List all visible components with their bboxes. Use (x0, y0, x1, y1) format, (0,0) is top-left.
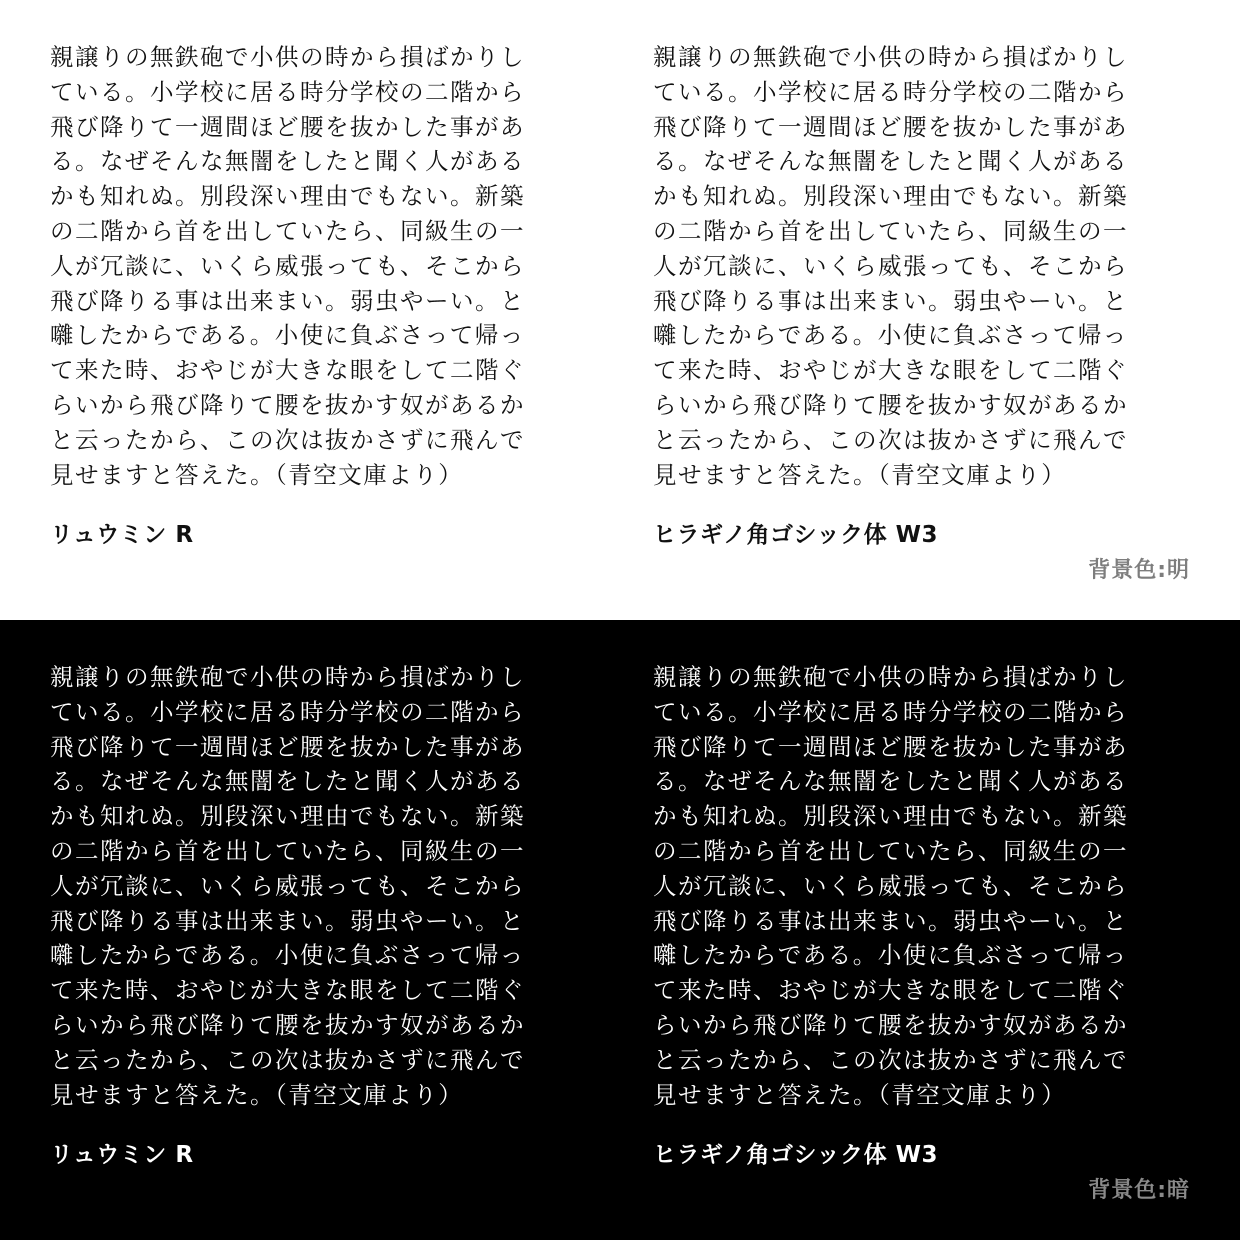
sample-line: ている。小学校に居る時分学校の二階から (653, 697, 1128, 726)
gothic-sample-column (653, 660, 1193, 1168)
sample-line: て来た時、おやじが大きな眼をして二階ぐ (50, 976, 525, 1005)
sample-line: 飛び降りて一週間ほど腰を抜かした事があ (653, 732, 1128, 761)
sample-line: らいから飛び降りて腰を抜かす奴があるか (50, 390, 525, 419)
sample-line: 飛び降りる事は出来まい。弱虫やーい。と (653, 906, 1128, 935)
mincho-font-label: リュウミン R (50, 522, 194, 548)
sample-line: る。なぜそんな無闇をしたと聞く人がある (653, 767, 1128, 796)
sample-line: 見せますと答えた。（青空文庫より） (50, 1080, 464, 1109)
sample-line: 飛び降りる事は出来まい。弱虫やーい。と (50, 906, 525, 935)
sample-line: と云ったから、この次は抜かさずに飛んで (50, 425, 525, 454)
sample-line: る。なぜそんな無闇をしたと聞く人がある (653, 147, 1128, 176)
sample-line: て来た時、おやじが大きな眼をして二階ぐ (653, 976, 1128, 1005)
sample-line: らいから飛び降りて腰を抜かす奴があるか (50, 1010, 525, 1039)
sample-line: 人が冗談に、いくら威張っても、そこから (653, 871, 1128, 900)
gothic-sample-column (653, 40, 1193, 548)
sample-line: と云ったから、この次は抜かさずに飛んで (50, 1045, 525, 1074)
sample-line: ている。小学校に居る時分学校の二階から (50, 697, 525, 726)
sample-line: 見せますと答えた。（青空文庫より） (653, 460, 1067, 489)
mincho-sample-text (50, 660, 590, 1112)
sample-line: かも知れぬ。別段深い理由でもない。新築 (653, 182, 1128, 211)
sample-line: 飛び降りる事は出来まい。弱虫やーい。と (653, 286, 1128, 315)
gothic-font-label: ヒラギノ角ゴシック体 W3 (653, 1142, 938, 1168)
sample-line: かも知れぬ。別段深い理由でもない。新築 (50, 182, 525, 211)
mincho-sample-column (50, 40, 590, 548)
gothic-sample-text (653, 660, 1193, 1112)
mincho-sample-column (50, 660, 590, 1168)
sample-line: 飛び降りて一週間ほど腰を抜かした事があ (50, 112, 525, 141)
sample-line: 親譲りの無鉄砲で小供の時から損ばかりし (653, 43, 1128, 71)
sample-line: 見せますと答えた。（青空文庫より） (653, 1080, 1067, 1109)
sample-line: 飛び降りる事は出来まい。弱虫やーい。と (50, 286, 525, 315)
sample-line: る。なぜそんな無闇をしたと聞く人がある (50, 147, 525, 176)
sample-line: 飛び降りて一週間ほど腰を抜かした事があ (50, 732, 525, 761)
mincho-sample-text (50, 40, 590, 492)
background-label-dark: 背景色:暗 (1088, 1178, 1190, 1203)
sample-line: て来た時、おやじが大きな眼をして二階ぐ (653, 356, 1128, 385)
sample-line: と云ったから、この次は抜かさずに飛んで (653, 1045, 1128, 1074)
sample-line: る。なぜそんな無闇をしたと聞く人がある (50, 767, 525, 796)
dark-background-panel (0, 620, 1240, 1240)
sample-line: 親譲りの無鉄砲で小供の時から損ばかりし (50, 43, 525, 71)
sample-line: の二階から首を出していたら、同級生の一 (653, 836, 1128, 865)
mincho-font-label: リュウミン R (50, 1142, 194, 1168)
sample-line: 囃したからである。小使に負ぶさって帰っ (653, 941, 1128, 970)
sample-line: の二階から首を出していたら、同級生の一 (653, 216, 1128, 245)
sample-line: 親譲りの無鉄砲で小供の時から損ばかりし (653, 663, 1128, 691)
sample-line: 見せますと答えた。（青空文庫より） (50, 460, 464, 489)
sample-line: 人が冗談に、いくら威張っても、そこから (50, 251, 525, 280)
sample-line: 飛び降りて一週間ほど腰を抜かした事があ (653, 112, 1128, 141)
sample-line: 親譲りの無鉄砲で小供の時から損ばかりし (50, 663, 525, 691)
gothic-sample-text (653, 40, 1193, 492)
sample-line: の二階から首を出していたら、同級生の一 (50, 836, 525, 865)
sample-line: らいから飛び降りて腰を抜かす奴があるか (653, 390, 1128, 419)
sample-line: 囃したからである。小使に負ぶさって帰っ (653, 321, 1128, 350)
sample-line: 囃したからである。小使に負ぶさって帰っ (50, 321, 525, 350)
sample-line: の二階から首を出していたら、同級生の一 (50, 216, 525, 245)
sample-line: ている。小学校に居る時分学校の二階から (50, 77, 525, 106)
sample-line: と云ったから、この次は抜かさずに飛んで (653, 425, 1128, 454)
gothic-font-label: ヒラギノ角ゴシック体 W3 (653, 522, 938, 548)
sample-line: て来た時、おやじが大きな眼をして二階ぐ (50, 356, 525, 385)
sample-line: 人が冗談に、いくら威張っても、そこから (653, 251, 1128, 280)
sample-line: かも知れぬ。別段深い理由でもない。新築 (50, 802, 525, 831)
sample-line: かも知れぬ。別段深い理由でもない。新築 (653, 802, 1128, 831)
sample-line: ている。小学校に居る時分学校の二階から (653, 77, 1128, 106)
sample-line: 人が冗談に、いくら威張っても、そこから (50, 871, 525, 900)
sample-line: らいから飛び降りて腰を抜かす奴があるか (653, 1010, 1128, 1039)
sample-line: 囃したからである。小使に負ぶさって帰っ (50, 941, 525, 970)
background-label-light: 背景色:明 (1088, 558, 1190, 583)
